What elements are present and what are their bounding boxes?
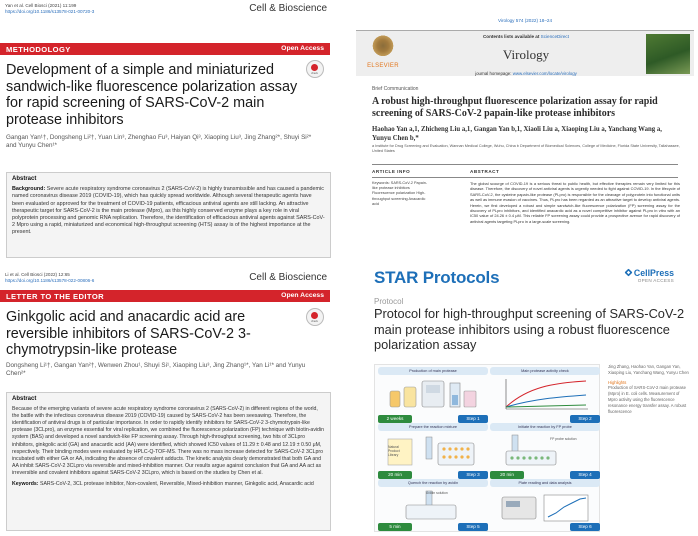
journal-cover-image [646,34,690,74]
abstract-box [6,172,331,258]
paper-title: Development of a simple and miniaturized sandwich-like fluorescence polarization assay for rapid screening of SARS-CoV-2 main protease inhibitors [6,62,298,128]
workflow-step [378,367,488,423]
contents-line [416,34,636,39]
article-type-label: METHODOLOGY [6,45,71,54]
elsevier-logo [360,35,406,69]
open-access-label: Open Access [281,292,324,299]
keywords: Keywords: SARS-CoV-2 Papain-like protease inhibitors Fluorescence polarization High-throughput screening Anacardic acid [372,181,428,206]
workflow-step [490,367,600,423]
contents-prefix: Contents lists available at [482,34,540,39]
protocol-sidebar [608,364,690,414]
cellpress-icon [624,269,632,277]
step-number: Step 6 [570,523,600,531]
step-label: Production of main protease [378,367,488,375]
highlights-text: Production of SARS-CoV-2 main protease (Mpro) in E. coli cells. Measurement of Mpro activity using the fluorescence resonance energy transfer assay. A robust fluorescence [608,385,687,414]
abstract-text: The global scourge of COVID-19 is a serious threat to public health, but effective therapies remain very limited for this disease. Therefore, the discovery of novel antiviral agents is urgently needed to fight against COVID-19. In the lifecycle of SARS-CoV-2, the cysteine papain-like protease (PLpro) is responsible for the cleavage of polyprotein into functional units as well as immune evasion of vaccines. Thus, PLpro has been regarded as an attractive target to develop antiviral agents. Herein, we first developed a robust and simple sandwich-like fluorescence polarization (FP) screening assay for the discovery of PLpro inhibitors, and identified anacardic acid as a novel competitive inhibitor against PLpro in vitro with an IC50 value of 24.26 ± 0.4 μM. This reliable FP screening assay could provide a prospective avenue for rapid discovery of antiviral agents targeting PLpro in a large-scale screening. [470,181,680,224]
homepage-line [416,71,636,76]
elsevier-tree-icon [370,35,396,59]
paper-panel-cell-bioscience-2021 [0,0,341,265]
journal-name: Virology [502,47,550,62]
citation-line: Yan et al. Cell Biosci (2021) 11:199 [5,3,77,8]
article-type: Brief Communication [372,86,419,92]
step-label: Plate reading and data analysis [490,479,600,487]
divider [372,177,678,178]
step-label: Initiate the reaction by FP probe [490,423,600,431]
workflow-step [490,479,600,531]
highlights-heading: Highlights [608,379,627,385]
avidin-label: Avidin solution [426,491,448,495]
journal-name: Cell & Bioscience [249,272,327,283]
abstract-heading: ABSTRACT [470,169,500,174]
fp-probe-label: FP probe solution [550,437,577,441]
cellpress-logo [625,268,674,283]
open-access-label: OPEN ACCESS [637,278,674,283]
article-type-bar [0,290,330,302]
check-for-updates-icon[interactable]: check [306,60,324,78]
step-label: Quench the reaction by avidin [378,479,488,487]
abstract-box [6,392,331,531]
step-number: Step 4 [570,471,600,479]
article-type: Protocol [374,297,404,306]
abstract-heading: Abstract [12,176,37,182]
author-list: Jing Zhang, Haohao Yan, Gangan Yan, Xiaoping Liu, Yanchang Wang, Yunyu Chen [608,364,689,375]
step-number: Step 1 [458,415,488,423]
open-access-label: Open Access [281,45,324,52]
graphical-abstract [374,364,600,532]
step-duration: 20 min [378,471,412,479]
journal-name: Cell & Bioscience [249,3,327,14]
abstract-text: Severe acute respiratory syndrome coronavirus 2 (SARS-CoV-2) is highly transmissible and has caused a pandemic named coronavirus disease 2019 (COVID-19), which has quickly spread worldwide. Although several therapeutic agents have been evaluated or approved for the treatment of COVID-19 patients, efficacious antiviral agents are still lacking. An attractive therapeutic target for SARS-CoV-2 is the main protease (Mpro), as this highly conserved enzyme plays a key role in viral polyprotein processing and genomic RNA replication. Therefore, the identification of efficacious antiviral agents against SARS-CoV-2 Mpro using a rapid, miniaturized and economical high-throughput screening (HTS) assay is of the highest importance at the present. [12,186,325,236]
paper-title: A robust high-throughput fluorescence polarization assay for rapid screening of SARS-CoV-2 papain-like protease inhibitors [372,96,658,120]
article-type-bar [0,43,330,55]
step-number: Step 5 [458,523,488,531]
article-info-heading: ARTICLE INFO [372,169,411,174]
step-label: Main protease activity check [490,367,600,375]
step-number: Step 2 [570,415,600,423]
library-label: Natural Product Library [388,445,400,457]
author-list: Dongsheng Li¹†, Gangan Yan²†, Wenwen Zhou¹, Shuyi Si¹, Xiaoping Liu³, Jing Zhang¹*, Yan Li¹* and Yunyu Chen²* [6,362,306,378]
doi-link[interactable]: https://doi.org/10.1186/s13578-021-00720-3 [5,9,95,14]
author-list: Haohao Yan a,1, Zhicheng Liu a,1, Gangan Yan b,1, Xiaoli Liu a, Xiaoping Liu a, Yanchang Wang a, Yunyu Chen b,* [372,126,662,142]
plate-reader-icon [498,489,592,523]
divider [372,164,678,165]
paper-panel-star-protocols [352,268,698,536]
article-type-label: LETTER TO THE EDITOR [6,292,105,301]
abstract-heading: Abstract [12,396,37,402]
step-label: Prepare the reaction mixture [378,423,488,431]
workflow-step [378,423,488,479]
doi-link[interactable]: https://doi.org/10.1186/s13578-022-00806-6 [5,278,95,283]
step-duration: 20 min [490,471,524,479]
affiliations: a Institute for Drug Screening and Evaluation, Wannan Medical College, Wuhu, China b Department of Biomedical Sciences, College of Medicine, Florida State University, Tallahassee, United States [372,144,680,153]
citation-line: Li et al. Cell Biosci (2022) 12:65 [5,272,70,277]
workflow-step [378,479,488,531]
protein-production-icon [386,377,480,411]
paper-panel-virology-2022 [352,0,698,265]
author-list: Gangan Yan¹†, Dongsheng Li²†, Yuan Lin³, Zhenghao Fu³, Haiyan Qi³, Xiaoping Liu³, Jing Zhang²*, Shuyi Si²* and Yunyu Chen¹* [6,134,312,150]
activity-curve-icon [498,377,592,411]
keywords-line [12,481,325,488]
paper-title: Protocol for high-throughput screening of SARS-CoV-2 main protease inhibitors using a robust fluorescence polarization assay [374,306,685,353]
step-duration: 5 min [378,523,412,531]
check-for-updates-icon[interactable]: check [306,308,324,326]
banner-center [416,34,636,76]
workflow-step [490,423,600,479]
homepage-prefix: journal homepage: [475,71,512,76]
paper-panel-cell-bioscience-2022 [0,268,341,536]
abstract-lead: Background: [12,186,46,193]
publisher-name: ELSEVIER [367,63,399,69]
keywords: SARS-CoV-2, 3CL protease inhibitor, Non-covalent, Reversible, Mixed-inhibition manner, Ginkgolic acid, Anacardic acid [39,481,314,488]
star-protocols-logo: STAR Protocols [374,268,500,287]
homepage-link[interactable]: www.elsevier.com/locate/virology [512,71,577,76]
journal-banner [356,30,694,76]
journal-citation: Virology 574 (2022) 18–24 [497,18,553,23]
keywords-lead: Keywords: [12,481,39,488]
step-duration: 2 weeks [378,415,412,423]
sciencedirect-link[interactable]: ScienceDirect [540,34,570,39]
cellpress-name: CellPress [633,268,674,278]
paper-title: Ginkgolic acid and anacardic acid are reversible inhibitors of SARS-CoV-2 3-chymotrypsin-like protease [6,309,251,358]
step-number: Step 3 [458,471,488,479]
abstract-text: Because of the emerging variants of severe acute respiratory syndrome coronavirus 2 (SARS-CoV-2) in different regions of the world, the battle with the infectious coronavirus disease 2019 (COVID-19) caused by SARS-CoV-2 has been seesawing. Therefore, the identification of antiviral drugs is of particular importance. In order to rapidly identify inhibitors for SARS-CoV-2 3-chymotrypsin-like protease (3CLpro), an enzyme essential for viral replication, we combined the fluorescence polarization (FP) technique with biotin-avidin system (BAS) and developed a novel sandwich-like FP screening assay. Through high-throughput screening, two hits of 3CLpro inhibitors, ginkgolic acid (GA) and anacardic acid (AA) were identified, which showed IC50 values of 11.29 ± 0.48 and 12.19 ± 0.50 μM, respectively. Their binding modes were evaluated by HPLC-Q-TOF-MS. There was no mass increase detected for SARS-CoV-2 3CLpro incubated with either GA or AA, indicating the absence of covalent adducts. The kinetic analysis clearly demonstrated that both GA and AA inhibit SARS-CoV-2 3CLpro via reversible and mixed-inhibition manner. Our results argue against conclusion that GA and AA act as irreversible and covalent inhibitors against SARS-CoV-2 3CLpro, which is based on the studies by Chen et al. [12,406,324,476]
